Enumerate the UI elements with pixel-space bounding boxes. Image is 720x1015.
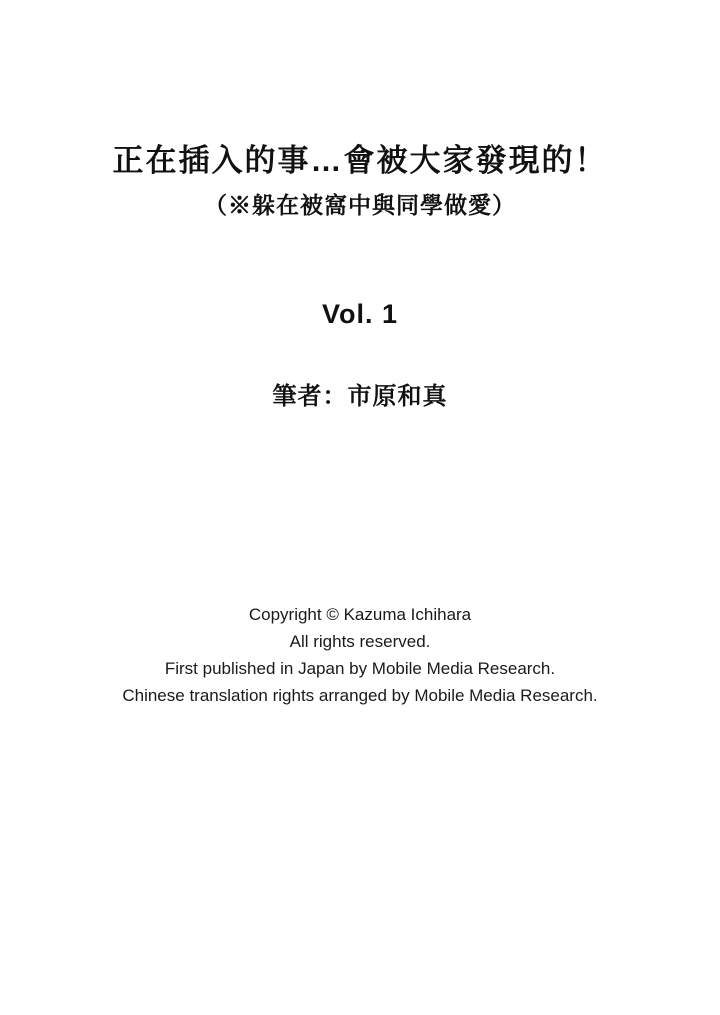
volume-label: Vol. 1 (321, 299, 399, 329)
page-subtitle: （※躲在被窩中與同學做愛） (204, 191, 516, 218)
title-block (0, 142, 720, 220)
copyright-block (0, 601, 720, 709)
page-title: 正在插入的事…會被大家發現的！ (112, 143, 608, 178)
copyright-line-2: All rights reserved. (289, 632, 431, 651)
copyright-line-4: Chinese translation rights arranged by Mobile Media Research. (122, 686, 598, 705)
copyright-line-1: Copyright © Kazuma Ichihara (248, 605, 472, 624)
copyright-line-3: First published in Japan by Mobile Media Research. (164, 659, 556, 678)
author-label: 筆者：市原和真 (272, 383, 448, 410)
